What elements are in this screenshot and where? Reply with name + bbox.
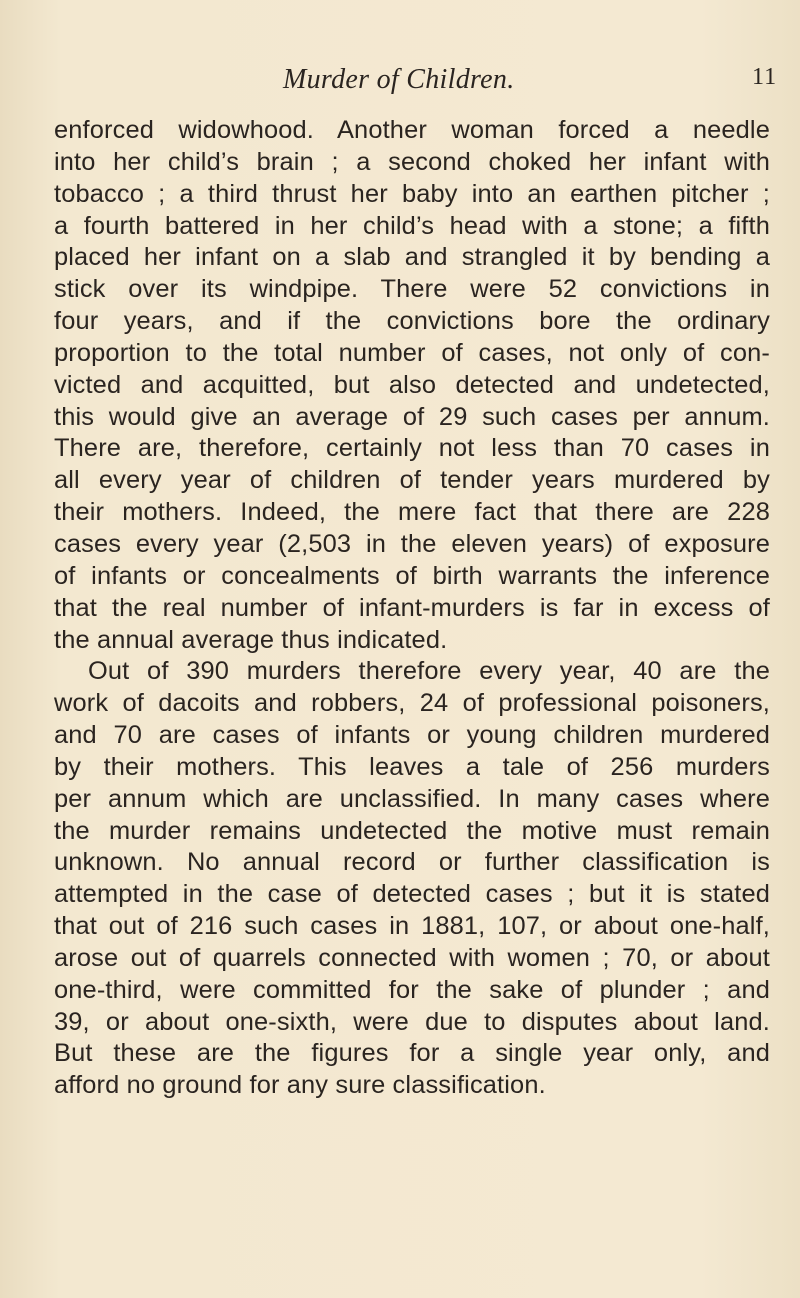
text-line: per annum which are unclassified. In many cases where — [54, 784, 770, 813]
text-line: cases every year (2,503 in the eleven years) of exposure — [54, 529, 770, 558]
body-text — [54, 115, 770, 1102]
text-line: and 70 are cases of infants or young children murdered — [54, 721, 770, 750]
text-line: arose out of quarrels connected with women ; 70, or about — [54, 943, 770, 972]
text-line: There are, therefore, certainly not less than 70 cases in — [54, 434, 770, 463]
text-line: tobacco ; a third thrust her baby into an earthen pitcher ; — [54, 179, 770, 208]
text-line: placed her infant on a slab and strangled it by bending a — [54, 243, 770, 272]
text-line: enforced widowhood. Another woman forced a needle — [54, 116, 770, 144]
text-line: one-third, were committed for the sake of plunder ; and — [54, 975, 770, 1004]
text-line: work of dacoits and robbers, 24 of professional poisoners, — [54, 689, 770, 718]
running-head — [0, 64, 800, 104]
text-line: a fourth battered in her child’s head with a stone; a fifth — [54, 211, 770, 240]
paragraph-end-line: the annual average thus indicated. — [54, 625, 448, 654]
text-line: that the real number of infant-murders is far in excess of — [54, 593, 770, 622]
page-number: 11 — [752, 64, 778, 90]
text-line: victed and acquitted, but also detected and undetected, — [54, 370, 770, 399]
text-line: unknown. No annual record or further classification is — [54, 848, 770, 877]
text-line: this would give an average of 29 such cases per annum. — [54, 402, 770, 431]
text-line: 39, or about one-sixth, were due to disputes about land. — [54, 1007, 770, 1036]
text-line: four years, and if the convictions bore the ordinary — [54, 307, 770, 336]
paragraph-start-line: Out of 390 murders therefore every year, 40 are the — [88, 657, 770, 686]
text-line: by their mothers. This leaves a tale of 256 murders — [54, 752, 770, 781]
paragraph-end-line: afford no ground for any sure classification. — [54, 1071, 546, 1100]
text-line: stick over its windpipe. There were 52 convictions in — [54, 275, 770, 304]
text-line: the murder remains undetected the motive must remain — [54, 816, 770, 845]
text-line: that out of 216 such cases in 1881, 107, or about one-half, — [54, 912, 770, 941]
text-line: their mothers. Indeed, the mere fact that there are 228 — [54, 498, 770, 527]
text-line: But these are the figures for a single year only, and — [54, 1039, 770, 1068]
running-title: Murder of Children. — [283, 64, 515, 95]
text-line: all every year of children of tender years murdered by — [54, 466, 770, 495]
text-line: into her child’s brain ; a second choked her infant with — [54, 147, 770, 176]
text-line: proportion to the total number of cases, not only of con- — [54, 338, 770, 367]
text-line: attempted in the case of detected cases ; but it is stated — [54, 880, 770, 909]
text-line: of infants or concealments of birth warrants the inference — [54, 561, 770, 590]
